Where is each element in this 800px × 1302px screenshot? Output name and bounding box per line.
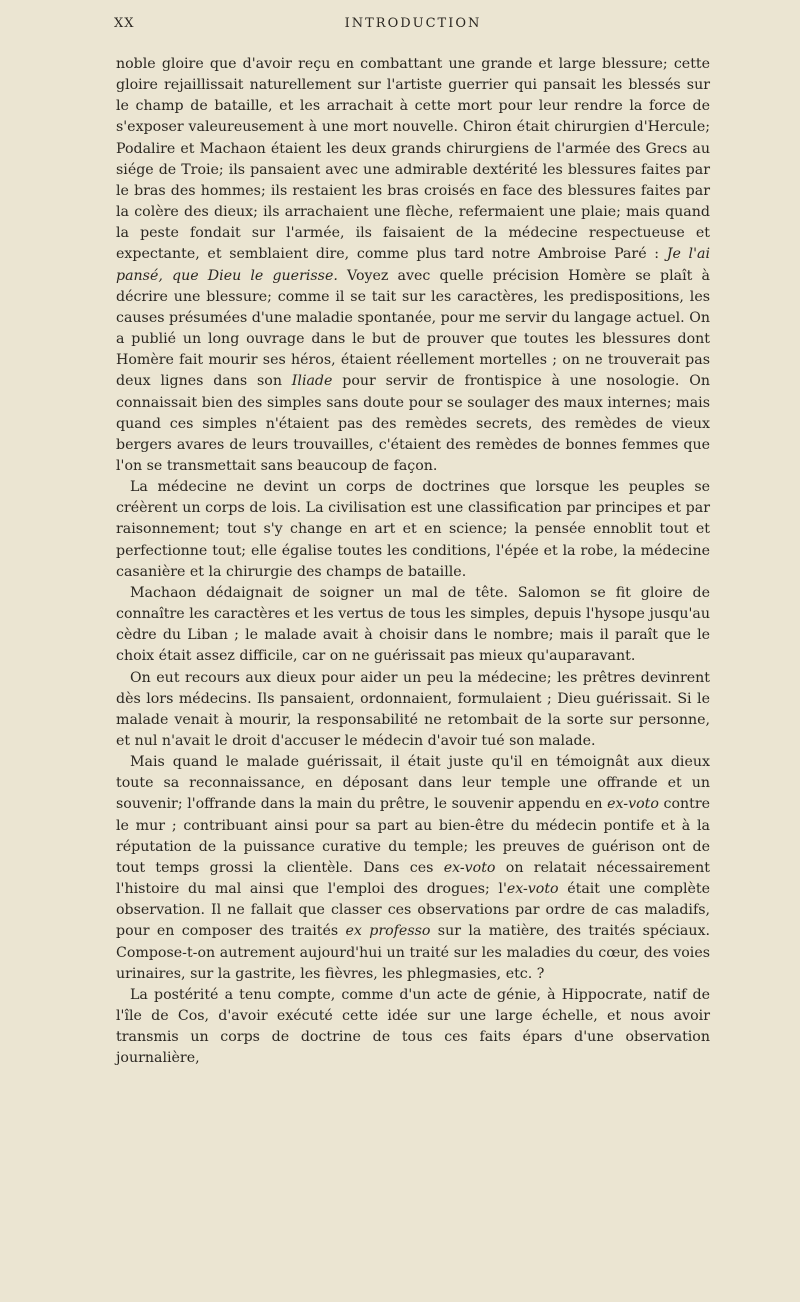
italic-text: ex-voto: [443, 859, 496, 876]
page-header: [68, 16, 758, 36]
running-title: INTRODUCTION: [344, 16, 482, 31]
paragraph: [116, 54, 710, 477]
paragraph: [116, 668, 710, 753]
text-run: La médecine ne devint un corps de doctrines que lorsque les peuples se créèrent un corps de lois. La civilisation est une classification par principes et par raisonnement; tout s'y change en art et en science; la pensée ennoblit tout et perfectionne tout; elle égalise toutes les conditions, l'épée et la robe, la médecine casanière et la chirurgie des champs de bataille.: [116, 479, 710, 580]
body-text: [116, 54, 710, 1070]
italic-text: ex professo: [345, 923, 431, 940]
text-run: Mais quand le malade guérissait, il était juste qu'il en témoignât aux dieux toute sa reconnaissance, en déposant dans leur temple une offrande et un souvenir; l'offrande dans la main du prêtre, le souvenir appendu en: [116, 754, 710, 813]
italic-text: ex-voto: [607, 796, 659, 813]
italic-text: Iliade: [291, 373, 333, 390]
text-run: sur la matière, des traités spéciaux. Compose-t-on autrement aujourd'hui un traité sur les maladies du cœur, des voies urinaires, sur la gastrite, les fièvres, les phlegmasies, etc. ?: [116, 923, 710, 982]
text-run: noble gloire que d'avoir reçu en combattant une grande et large blessure; cette gloire rejaillissait naturellement sur l'artiste guerrier qui pansait les blessés sur le champ de bataille, et les arrachait à cette mort pour leur rendre la force de s'exposer valeureusement à une mort nouvelle. Chiron était chirurgien d'Hercule; Podalire et Machaon étaient les deux grands chirurgiens de l'armée des Grecs au siége de Troie; ils pansaient avec une admirable dextérité les blessures faites par le bras des hommes; ils restaient les bras croisés en face des blessures faites par la colère des dieux; ils arrachaient une flèche, refermaient une plaie; mais quand la peste fondait sur l'armée, ils faisaient de la médecine respectueuse et expectante, et semblaient dire, comme plus tard notre Ambroise Paré :: [116, 56, 710, 263]
text-run: On eut recours aux dieux pour aider un peu la médecine; les prêtres devinrent dès lors médecins. Ils pansaient, ordonnaient, formulaient ; Dieu guérissait. Si le malade venait à mourir, la responsabilité ne retombait de la sorte sur personne, et nul n'avait le droit d'accuser le médecin d'avoir tué son malade.: [116, 669, 710, 749]
text-run: Machaon dédaignait de soigner un mal de tête. Salomon se fit gloire de connaître les caractères et les vertus de tous les simples, depuis l'hysope jusqu'au cèdre du Liban ; le malade avait à choisir dans le nombre; mais il paraît que le choix était assez difficile, car on ne guérissait pas mieux qu'auparavant.: [116, 584, 710, 665]
italic-text: Je l'ai pansé, que Dieu le guerisse.: [116, 246, 710, 284]
paragraph: [116, 752, 710, 985]
paragraph: [116, 583, 710, 668]
text-run: pour servir de frontispice à une nosologie. On connaissait bien des simples sans doute pour se soulager des maux internes; mais quand ces simples n'étaient pas des remèdes secrets, des remèdes de vieux bergers avares de leurs trouvailles, c'étaient des remèdes de bonnes femmes que l'on se transmettait sans beaucoup de façon.: [116, 373, 711, 474]
italic-text: ex-voto: [506, 881, 559, 898]
text-run: Voyez avec quelle précision Homère se plaît à décrire une blessure; comme il se tait sur les caractères, les predispositions, les causes présumées d'une maladie spontanée, pour me servir du langage actuel. On a publié un long ouvrage dans le but de prouver que toutes les blessures dont Homère fait mourir ses héros, étaient réellement mortelles ; on ne trouverait pas deux lignes dans son: [116, 267, 710, 390]
text-run: contre le mur ; contribuant ainsi pour sa part au bien-être du médecin pontife et à la réputation de la puissance curative du temple; les preuves de guérison ont de tout temps grossi la clientèle. Dans ces: [116, 796, 711, 876]
paragraph: [116, 985, 710, 1070]
text-run: La postérité a tenu compte, comme d'un acte de génie, à Hippocrate, natif de l'île de Cos, d'avoir exécuté cette idée sur une large échelle, et nous avoir transmis un corps de doctrine de tous ces faits épars d'une observation journalière,: [116, 986, 710, 1067]
page-number: XX: [114, 16, 135, 31]
text-run: on relatait nécessairement l'histoire du mal ainsi que l'emploi des drogues; l': [116, 859, 710, 898]
text-run: était une complète observation. Il ne fallait que classer ces observations par ordre de cas maladifs, pour en composer des traités: [116, 881, 710, 940]
paragraph: [116, 477, 710, 583]
